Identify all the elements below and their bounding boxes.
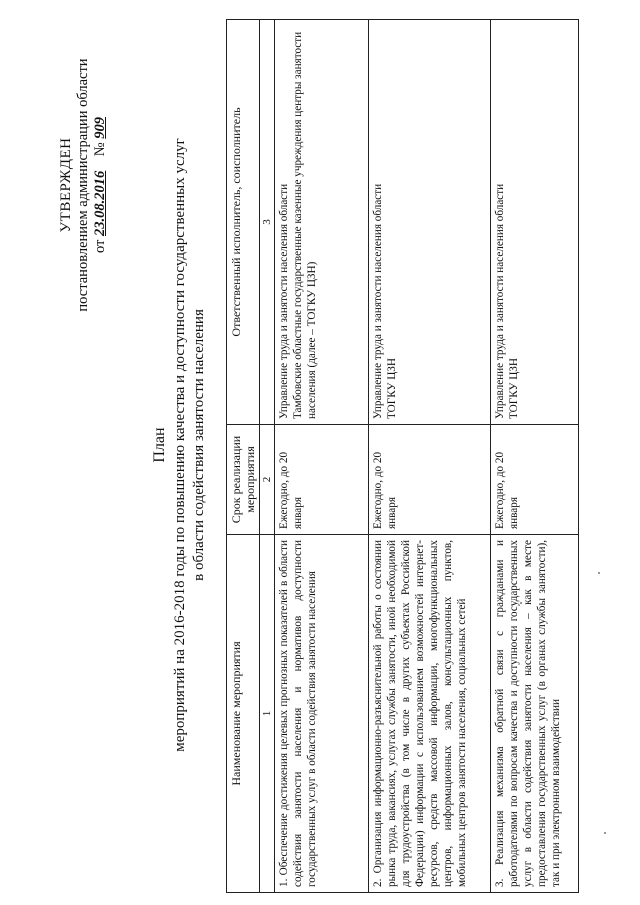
approval-block [58, 25, 109, 345]
table-header-row [227, 20, 260, 893]
column-header: Наименование мероприятия [227, 535, 260, 893]
measure-responsible [275, 20, 369, 425]
column-number: 3 [260, 20, 275, 425]
column-header: Срок реализации мероприятия [227, 425, 260, 535]
plan-word: План [151, 427, 168, 463]
measure-responsible [491, 20, 579, 425]
table-row [491, 20, 579, 893]
responsible-primary: Управление труда и занятости населения области [494, 183, 506, 419]
column-header: Ответственный исполнитель, соисполнитель [227, 20, 260, 425]
column-number-row [260, 20, 275, 893]
approval-title: УТВЕРЖДЕН [58, 137, 74, 233]
responsible-secondary: ТОГКУ ЦЗН [386, 358, 398, 419]
measure-name: 2. Организация информационно-разъяснительной работы о состоянии рынка труда, вакансиях, услугах службы занятости, иной необходимой для трудоустройства (в том числе в других субъектах Российской Федерации) информации с использованием возможностей интернет-ресурсов, средств массовой информации, многофункциональных центров, информационных залов, консультационных пунктов, мобильных центров занятости населения, социальных сетей [369, 535, 491, 893]
responsible-primary: Управление труда и занятости населения области [278, 183, 290, 419]
measure-responsible [369, 20, 491, 425]
responsible-primary: Управление труда и занятости населения области [372, 183, 384, 419]
document-heading [150, 25, 209, 865]
measure-term: Ежегодно, до 20 января [491, 425, 579, 535]
column-number: 2 [260, 425, 275, 535]
measure-term: Ежегодно, до 20 января [275, 425, 369, 535]
approval-line: постановлением администрации области [75, 58, 91, 312]
measure-name: 1. Обеспечение достижения целевых прогнозных показателей в области содействия занятости населения и нормативов доступности государственных услуг в области содействия занятости населения [275, 535, 369, 893]
responsible-secondary: Тамбовские областные государственные казенные учреждения центры занятости населения (далее – ТОГКУ ЦЗН) [292, 31, 318, 419]
table-row [369, 20, 491, 893]
plan-title-line1: мероприятий на 2016-2018 годы по повышению качества и доступности государственных услуг [172, 138, 188, 752]
measure-name: 3. Реализация механизма обратной связи с гражданами и работодателями по вопросам качества и доступности государственных услуг в области содействия занятости населения – как в месте предоставления государственных услуг (в органах службы занятости), так и при электронном взаимодействии [491, 535, 579, 893]
responsible-secondary: ТОГКУ ЦЗН [508, 358, 520, 419]
plan-table [226, 19, 579, 893]
scan-speck [520, 602, 522, 604]
table-row [275, 20, 369, 893]
approval-number: 909 [92, 117, 108, 139]
measure-term: Ежегодно, до 20 января [369, 425, 491, 535]
scan-speck [598, 572, 600, 574]
from-prefix: от [92, 239, 108, 253]
number-prefix: № [92, 142, 108, 157]
approval-date-line [92, 25, 109, 345]
scan-speck [604, 832, 606, 834]
column-number: 1 [260, 535, 275, 893]
approval-date: 23.08.2016 [92, 170, 108, 236]
plan-title-line2: в области содействия занятости населения [191, 309, 207, 581]
